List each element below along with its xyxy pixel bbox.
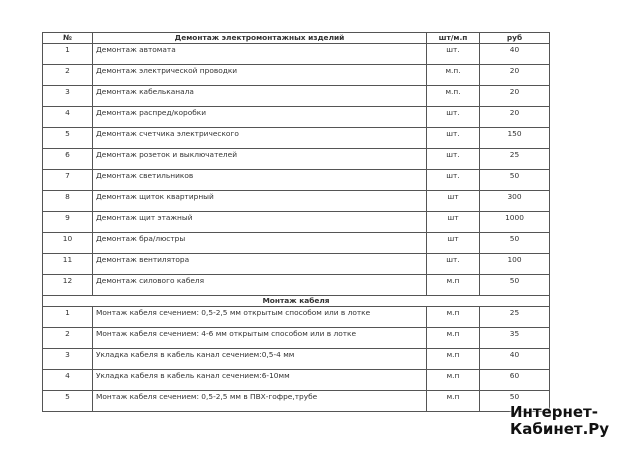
row-price: 25 — [480, 307, 550, 328]
row-unit: м.п — [427, 370, 480, 391]
row-desc: Демонтаж розеток и выключателей — [93, 149, 427, 170]
table-row — [43, 149, 550, 170]
row-desc: Демонтаж щит этажный — [93, 212, 427, 233]
row-desc: Монтаж кабеля сечением: 0,5-2,5 мм открытым способом или в лотке — [93, 307, 427, 328]
row-num: 12 — [43, 275, 93, 296]
row-num: 6 — [43, 149, 93, 170]
row-unit: шт. — [427, 44, 480, 65]
row-unit: м.п — [427, 275, 480, 296]
row-num: 5 — [43, 128, 93, 149]
demontazh-section — [43, 44, 550, 296]
row-unit: м.п — [427, 349, 480, 370]
row-unit: шт. — [427, 170, 480, 191]
table-row — [43, 212, 550, 233]
row-unit: шт. — [427, 149, 480, 170]
row-num: 10 — [43, 233, 93, 254]
row-unit: шт. — [427, 107, 480, 128]
row-num: 5 — [43, 391, 93, 412]
watermark-line-1: Интернет- — [510, 403, 598, 421]
row-unit: шт — [427, 191, 480, 212]
row-num: 3 — [43, 349, 93, 370]
site-watermark-logo — [510, 404, 609, 438]
row-num: 4 — [43, 370, 93, 391]
table-row — [43, 349, 550, 370]
table-row — [43, 254, 550, 275]
section-header-row — [43, 296, 550, 307]
row-unit: шт — [427, 233, 480, 254]
row-num: 8 — [43, 191, 93, 212]
row-num: 7 — [43, 170, 93, 191]
row-desc: Демонтаж вентилятора — [93, 254, 427, 275]
row-price: 1000 — [480, 212, 550, 233]
row-price: 50 — [480, 170, 550, 191]
row-price: 35 — [480, 328, 550, 349]
row-price: 25 — [480, 149, 550, 170]
table-row — [43, 275, 550, 296]
table-row — [43, 170, 550, 191]
table-row — [43, 44, 550, 65]
table-header-row — [43, 33, 550, 44]
row-price: 50 — [480, 275, 550, 296]
row-desc: Демонтаж щиток квартирный — [93, 191, 427, 212]
row-price: 150 — [480, 128, 550, 149]
row-unit: м.п. — [427, 65, 480, 86]
row-price: 40 — [480, 44, 550, 65]
row-unit: шт. — [427, 128, 480, 149]
table-row — [43, 391, 550, 412]
row-price: 50 — [480, 391, 550, 412]
row-desc: Демонтаж бра/люстры — [93, 233, 427, 254]
row-price: 100 — [480, 254, 550, 275]
montazh-section — [43, 296, 550, 307]
row-num: 2 — [43, 65, 93, 86]
row-desc: Демонтаж светильников — [93, 170, 427, 191]
row-desc: Монтаж кабеля сечением: 4-6 мм открытым способом или в лотке — [93, 328, 427, 349]
table-row — [43, 128, 550, 149]
row-price: 20 — [480, 107, 550, 128]
row-price: 40 — [480, 349, 550, 370]
table-row — [43, 328, 550, 349]
header-num: № — [43, 33, 93, 44]
row-num: 1 — [43, 307, 93, 328]
row-desc: Демонтаж силового кабеля — [93, 275, 427, 296]
table-row — [43, 307, 550, 328]
row-unit: м.п — [427, 307, 480, 328]
row-num: 3 — [43, 86, 93, 107]
table-row — [43, 233, 550, 254]
row-price: 50 — [480, 233, 550, 254]
watermark-line-2: Кабинет.Ру — [510, 420, 610, 438]
table-row — [43, 370, 550, 391]
row-num: 2 — [43, 328, 93, 349]
row-num: 9 — [43, 212, 93, 233]
row-price: 60 — [480, 370, 550, 391]
row-desc: Демонтаж кабельканала — [93, 86, 427, 107]
row-unit: м.п — [427, 391, 480, 412]
table-row — [43, 191, 550, 212]
row-unit: м.п. — [427, 86, 480, 107]
row-desc: Демонтаж автомата — [93, 44, 427, 65]
row-unit: шт. — [427, 254, 480, 275]
row-num: 4 — [43, 107, 93, 128]
row-unit: шт — [427, 212, 480, 233]
header-name: Демонтаж электромонтажных изделий — [93, 33, 427, 44]
header-unit: шт/м.п — [427, 33, 480, 44]
price-table — [42, 32, 550, 412]
row-desc: Демонтаж электрической проводки — [93, 65, 427, 86]
row-num: 1 — [43, 44, 93, 65]
row-desc: Монтаж кабеля сечением: 0,5-2,5 мм в ПВХ-гофре,трубе — [93, 391, 427, 412]
row-price: 300 — [480, 191, 550, 212]
row-desc: Укладка кабеля в кабель канал сечением:0,5-4 мм — [93, 349, 427, 370]
table-row — [43, 86, 550, 107]
row-desc: Демонтаж распред/коробки — [93, 107, 427, 128]
row-unit: м.п — [427, 328, 480, 349]
table-row — [43, 65, 550, 86]
montazh-rows — [43, 307, 550, 412]
row-desc: Демонтаж счетчика электрического — [93, 128, 427, 149]
header-price: руб — [480, 33, 550, 44]
row-price: 20 — [480, 65, 550, 86]
row-price: 20 — [480, 86, 550, 107]
section-title-montazh: Монтаж кабеля — [43, 296, 550, 307]
row-num: 11 — [43, 254, 93, 275]
table-row — [43, 107, 550, 128]
row-desc: Укладка кабеля в кабель канал сечением:6-10мм — [93, 370, 427, 391]
